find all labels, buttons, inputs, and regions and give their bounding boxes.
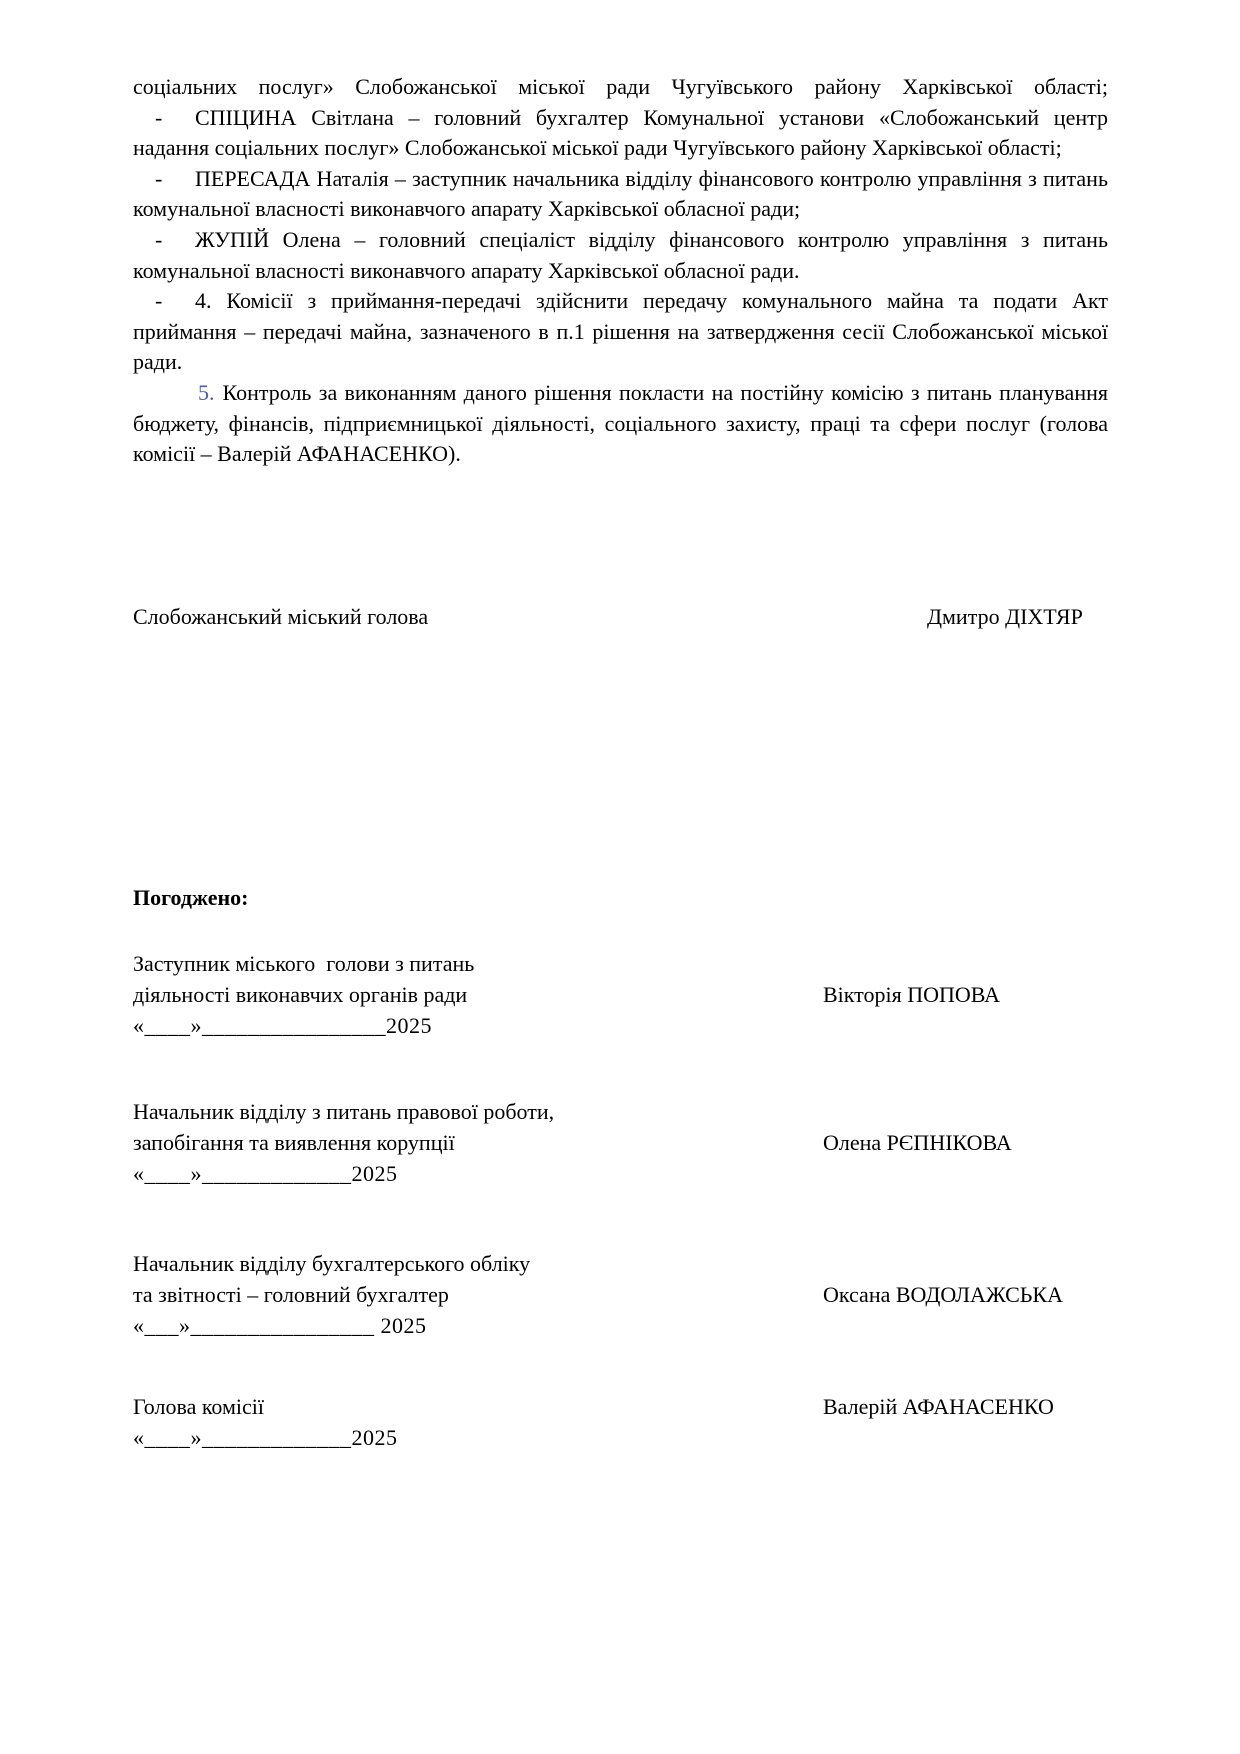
date-signature-line: «____»_____________2025 [133,1425,398,1450]
approval-title-line: діяльності виконавчих органів ради [133,982,468,1007]
paragraph-text: соціальних послуг» Слобожанської міської ради Чугуївського району Харківської області; [133,74,1108,99]
paragraph-text: СПІЦИНА Світлана – головний бухгалтер Комунальної установи «Слобожанський центр надання соціальних послуг» Слобожанської міської ради Чугуївського району Харківської області; [133,104,1108,161]
paragraph-continuation [133,72,1108,103]
paragraph-text: ПЕРЕСАДА Наталія – заступник начальника відділу фінансового контролю управління з питань комунальної власності виконавчого апарату Харківської обласної ради; [133,165,1108,222]
mayor-name: Дмитро ДІХТЯР [927,604,1083,629]
approver-name: Олена РЄПНІКОВА [823,1130,1012,1155]
list-item-peresada [133,164,1108,225]
approval-title-line: Заступник міського голови з питань [133,951,475,976]
approval-title-line: та звітності – головний бухгалтер [133,1282,449,1307]
date-signature-line: «____»_____________2025 [133,1161,398,1186]
paragraph-text: Контроль за виконанням даного рішення покласти на постійну комісію з питань планування бюджету, фінансів, підприємницької діяльності, соціального захисту, праці та сфери послуг (голова комісії – Валерій АФАНАСЕНКО). [133,379,1108,467]
paragraph-item-4 [133,286,1108,378]
mayor-signature-row [133,601,1108,632]
dash-bullet: - [155,165,163,191]
dash-bullet: - [155,104,163,130]
document-body [133,72,1108,470]
paragraph-number: 5. [198,379,215,405]
list-item-spitsyna [133,103,1108,164]
approver-name: Оксана ВОДОЛАЖСЬКА [823,1282,1063,1307]
approval-block-afanasenko [133,1391,1108,1453]
approval-title-line: Голова комісії [133,1394,265,1419]
approval-title-line: запобігання та виявлення корупції [133,1130,455,1155]
mayor-title: Слобожанський міський голова [133,604,429,629]
paragraph-text: 4. Комісії з приймання-передачі здійснити передачу комунального майна та подати Акт приймання – передачі майна, зазначеного в п.1 рішення на затвердження сесії Слобожанської міської ради. [133,288,1108,375]
approval-block-repnikova [133,1096,1108,1189]
approval-block-vodolazhska [133,1248,1108,1341]
approval-title-line: Начальник відділу з питань правової роботи, [133,1099,555,1124]
approver-name: Вікторія ПОПОВА [823,982,1000,1007]
date-signature-line: «____»________________2025 [133,1013,432,1038]
paragraph-item-5 [133,378,1108,470]
date-signature-line: «___»________________ 2025 [133,1313,427,1338]
approver-name: Валерій АФАНАСЕНКО [823,1394,1054,1419]
agreed-heading: Погоджено: [133,885,249,910]
approval-block-popova [133,948,1108,1041]
paragraph-text: ЖУПІЙ Олена – головний спеціаліст відділу фінансового контролю управління з питань комунальної власності виконавчого апарату Харківської обласної ради. [133,226,1108,283]
approval-title-line: Начальник відділу бухгалтерського обліку [133,1251,531,1276]
dash-bullet: - [155,288,163,314]
list-item-zhupii [133,225,1108,286]
dash-bullet: - [155,226,163,252]
